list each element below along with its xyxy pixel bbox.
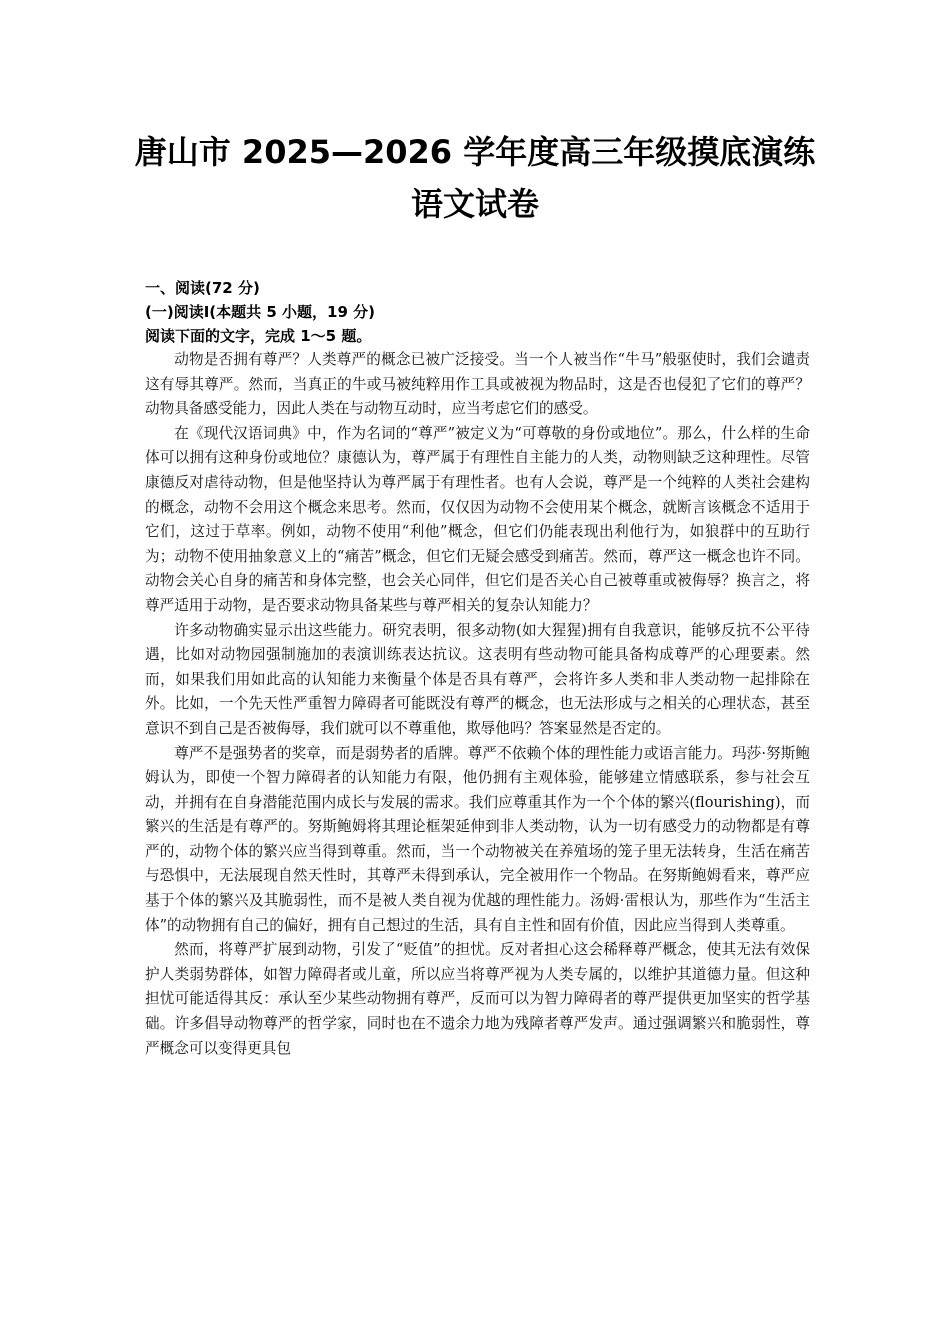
exam-title: 唐山市 2025—2026 学年度高三年级摸底演练	[134, 133, 816, 171]
passage-paragraph: 尊严不是强势者的奖章，而是弱势者的盾牌。尊严不依赖个体的理性能力或语言能力。玛莎·努斯鲍姆认为，即使一个智力障碍者的认知能力有限，他仍拥有主观体验，能够建立情感联系，参与社会互动，并拥有在自身潜能范围内成长与发展的需求。我们应尊重其作为一个个体的繁兴(flourishing)，而繁兴的生活是有尊严的。努斯鲍姆将其理论框架延伸到非人类动物，认为一切有感受力的动物都是有尊严的，动物个体的繁兴应当得到尊重。然而，当一个动物被关在养殖场的笼子里无法转身，生活在痛苦与恐惧中，无法展现自然天性时，其尊严未得到承认，完全被用作一个物品。在努斯鲍姆看来，尊严应基于个体的繁兴及其脆弱性，而不是被人类自视为优越的理性能力。汤姆·雷根认为，那些作为“生活主体”的动物拥有自己的偏好，拥有自己想过的生活，具有自主性和固有价值，因此应当得到人类尊重。	[145, 744, 810, 934]
subsection-heading: (一)阅读Ⅰ(本题共 5 小题，19 分)	[145, 303, 375, 321]
exam-content	[145, 276, 810, 1061]
passage-paragraph: 许多动物确实显示出这些能力。研究表明，很多动物(如大猩猩)拥有自我意识，能够反抗不公平待遇，比如对动物园强制施加的表演训练表达抗议。这表明有些动物可能具备构成尊严的心理要素。然而，如果我们用如此高的认知能力来衡量个体是否具有尊严，会将许多人类和非人类动物一起排除在外。比如，一个先天性严重智力障碍者可能既没有尊严的概念，也无法形成与之相关的心理状态，甚至意识不到自己是否被侮辱，我们就可以不尊重他，欺辱他吗？答案显然是否定的。	[145, 621, 810, 737]
passage-paragraph: 动物是否拥有尊严？人类尊严的概念已被广泛接受。当一个人被当作“牛马”般驱使时，我们会谴责这有辱其尊严。然而，当真正的牛或马被纯粹用作工具或被视为物品时，这是否也侵犯了它们的尊严？动物具备感受能力，因此人类在与动物互动时，应当考虑它们的感受。	[145, 351, 810, 418]
passage-paragraph: 然而，将尊严扩展到动物，引发了“贬值”的担忧。反对者担心这会稀释尊严概念，使其无法有效保护人类弱势群体，如智力障碍者或儿童，所以应当将尊严视为人类专属的，以维护其道德力量。但这种担忧可能适得其反：承认至少某些动物拥有尊严，反而可以为智力障碍者的尊严提供更加坚实的哲学基础。许多倡导动物尊严的哲学家，同时也在不遗余力地为残障者尊严发声。通过强调繁兴和脆弱性，尊严概念可以变得更具包	[145, 941, 810, 1057]
reading-instruction: 阅读下面的文字，完成 1～5 题。	[145, 327, 372, 345]
exam-subject-title: 语文试卷	[410, 185, 539, 223]
section-heading: 一、阅读(72 分)	[145, 279, 260, 297]
passage-paragraph: 在《现代汉语词典》中，作为名词的“尊严”被定义为“可尊敬的身份或地位”。那么，什么样的生命体可以拥有这种身份或地位？康德认为，尊严属于有理性自主能力的人类，动物则缺乏这种理性。尽管康德反对虐待动物，但是他坚持认为尊严属于有理性者。也有人会说，尊严是一个纯粹的人类社会建构的概念，动物不会用这个概念来思考。然而，仅仅因为动物不会使用某个概念，就断言该概念不适用于它们，这过于草率。例如，动物不使用“利他”概念，但它们仍能表现出利他行为，如狼群中的互助行为；动物不使用抽象意义上的“痛苦”概念，但它们无疑会感受到痛苦。然而，尊严这一概念也许不同。动物会关心自身的痛苦和身体完整，也会关心同伴，但它们是否关心自己被尊重或被侮辱？换言之，将尊严适用于动物，是否要求动物具备某些与尊严相关的复杂认知能力？	[145, 424, 810, 614]
